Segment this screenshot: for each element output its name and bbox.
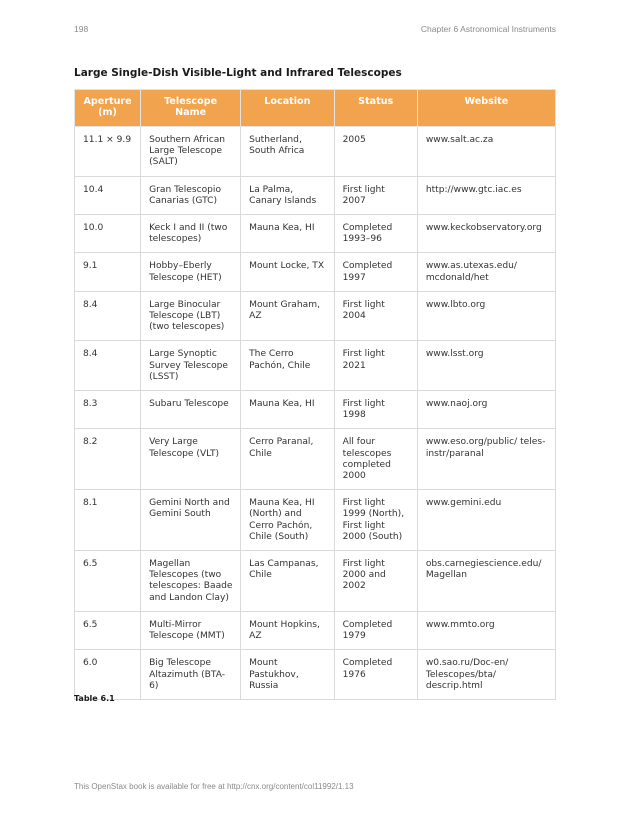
cell-aperture: 10.0	[75, 215, 141, 253]
table-row	[75, 253, 556, 291]
column-header-aperture: Aperture (m)	[75, 90, 141, 127]
cell-location: Mauna Kea, HI	[241, 391, 335, 429]
cell-location: Mount Locke, TX	[241, 253, 335, 291]
column-header-location: Location	[241, 90, 335, 127]
column-header-website: Website	[417, 90, 555, 127]
cell-website: http://www.gtc.iac.es	[417, 176, 555, 214]
cell-status: First light 2004	[334, 291, 417, 341]
cell-telescope-name: Gemini North and Gemini South	[141, 490, 241, 551]
footer-note: This OpenStax book is available for free at http://cnx.org/content/col11992/1.13	[74, 782, 354, 791]
cell-location: Sutherland, South Africa	[241, 127, 335, 177]
cell-telescope-name: Keck I and II (two telescopes)	[141, 215, 241, 253]
cell-website: www.lsst.org	[417, 341, 555, 391]
cell-location: The Cerro Pachón, Chile	[241, 341, 335, 391]
cell-location: Mauna Kea, HI	[241, 215, 335, 253]
cell-telescope-name: Gran Telescopio Canarias (GTC)	[141, 176, 241, 214]
cell-location: Mount Hopkins, AZ	[241, 611, 335, 649]
chapter-title: Chapter 6 Astronomical Instruments	[420, 24, 556, 34]
table-header-row	[75, 90, 556, 127]
cell-location: Mount Graham, AZ	[241, 291, 335, 341]
table-row	[75, 551, 556, 612]
table-title: Large Single-Dish Visible-Light and Infrared Telescopes	[74, 67, 402, 79]
cell-aperture: 11.1 × 9.9	[75, 127, 141, 177]
cell-telescope-name: Magellan Telescopes (two telescopes: Baade and Landon Clay)	[141, 551, 241, 612]
cell-website: www.lbto.org	[417, 291, 555, 341]
cell-telescope-name: Southern African Large Telescope (SALT)	[141, 127, 241, 177]
cell-aperture: 6.0	[75, 650, 141, 700]
cell-aperture: 6.5	[75, 551, 141, 612]
cell-website: www.as.utexas.edu/ mcdonald/het	[417, 253, 555, 291]
table-row	[75, 291, 556, 341]
cell-website: www.salt.ac.za	[417, 127, 555, 177]
table-caption: Table 6.1	[74, 694, 115, 703]
table-row	[75, 490, 556, 551]
cell-status: First light 2007	[334, 176, 417, 214]
cell-aperture: 6.5	[75, 611, 141, 649]
cell-telescope-name: Multi-Mirror Telescope (MMT)	[141, 611, 241, 649]
cell-aperture: 8.1	[75, 490, 141, 551]
table-row	[75, 391, 556, 429]
column-header-status: Status	[334, 90, 417, 127]
cell-status: First light 2000 and 2002	[334, 551, 417, 612]
cell-website: www.eso.org/public/ teles-instr/paranal	[417, 429, 555, 490]
table-row	[75, 176, 556, 214]
cell-website: w0.sao.ru/Doc-en/ Telescopes/bta/ descrip.html	[417, 650, 555, 700]
cell-status: First light 2021	[334, 341, 417, 391]
cell-status: First light 1998	[334, 391, 417, 429]
page-number: 198	[74, 24, 89, 34]
cell-location: Las Campanas, Chile	[241, 551, 335, 612]
cell-website: www.naoj.org	[417, 391, 555, 429]
cell-website: www.gemini.edu	[417, 490, 555, 551]
cell-location: Mauna Kea, HI (North) and Cerro Pachón, Chile (South)	[241, 490, 335, 551]
cell-telescope-name: Big Telescope Altazimuth (BTA-6)	[141, 650, 241, 700]
cell-status: First light 1999 (North), First light 2000 (South)	[334, 490, 417, 551]
table-row	[75, 215, 556, 253]
cell-aperture: 10.4	[75, 176, 141, 214]
cell-location: Mount Pastukhov, Russia	[241, 650, 335, 700]
cell-telescope-name: Large Binocular Telescope (LBT) (two telescopes)	[141, 291, 241, 341]
table-row	[75, 650, 556, 700]
telescopes-table	[74, 89, 556, 700]
table-row	[75, 611, 556, 649]
cell-aperture: 9.1	[75, 253, 141, 291]
table-row	[75, 127, 556, 177]
cell-aperture: 8.4	[75, 341, 141, 391]
cell-location: Cerro Paranal, Chile	[241, 429, 335, 490]
cell-website: obs.carnegiescience.edu/ Magellan	[417, 551, 555, 612]
cell-status: Completed 1997	[334, 253, 417, 291]
cell-telescope-name: Very Large Telescope (VLT)	[141, 429, 241, 490]
cell-location: La Palma, Canary Islands	[241, 176, 335, 214]
column-header-telescope-name: Telescope Name	[141, 90, 241, 127]
cell-telescope-name: Hobby–Eberly Telescope (HET)	[141, 253, 241, 291]
table-row	[75, 341, 556, 391]
cell-status: Completed 1979	[334, 611, 417, 649]
cell-aperture: 8.3	[75, 391, 141, 429]
cell-website: www.mmto.org	[417, 611, 555, 649]
cell-aperture: 8.4	[75, 291, 141, 341]
cell-website: www.keckobservatory.org	[417, 215, 555, 253]
cell-status: Completed 1976	[334, 650, 417, 700]
cell-status: Completed 1993–96	[334, 215, 417, 253]
cell-telescope-name: Subaru Telescope	[141, 391, 241, 429]
cell-telescope-name: Large Synoptic Survey Telescope (LSST)	[141, 341, 241, 391]
cell-aperture: 8.2	[75, 429, 141, 490]
cell-status: All four telescopes completed 2000	[334, 429, 417, 490]
cell-status: 2005	[334, 127, 417, 177]
table-row	[75, 429, 556, 490]
